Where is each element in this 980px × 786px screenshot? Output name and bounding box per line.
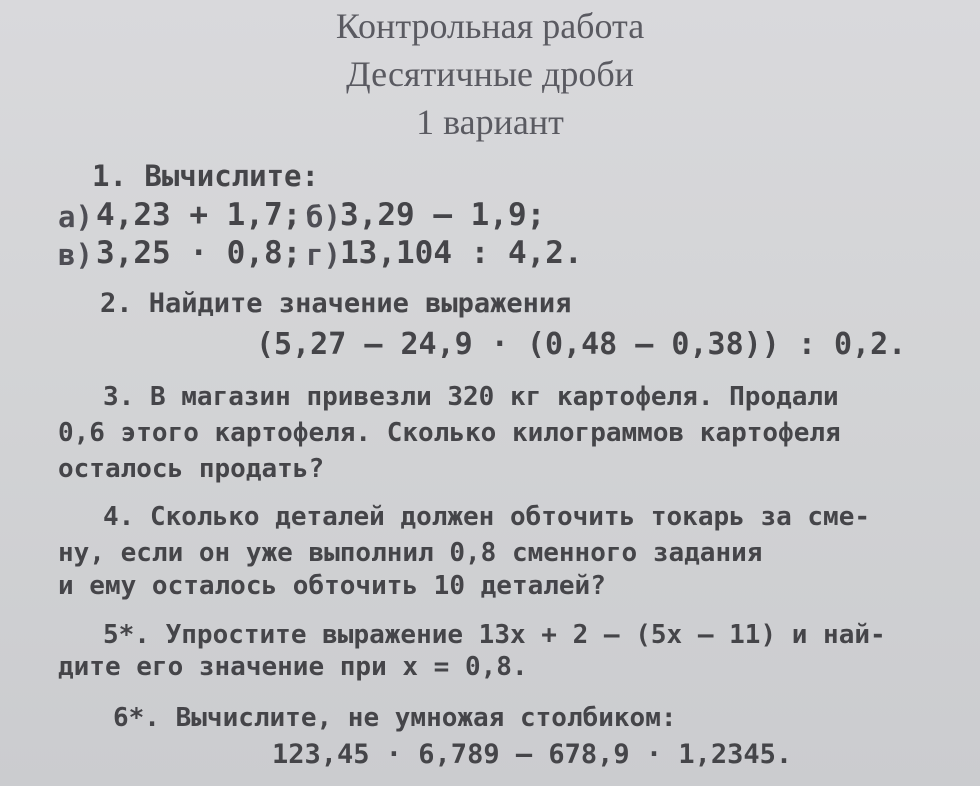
task5-line-2: дите его значение при x = 0,8. [58,652,528,682]
task5-line-1: 5*. Упростите выражение 13x + 2 – (5x – 11) и най- [103,620,886,650]
task3-line-2: 0,6 этого картофеля. Сколько килограммов картофеля [58,418,841,448]
document-subtitle: Десятичные дроби [346,54,634,94]
task1-c-label: в) [58,238,93,272]
task1-b-label: б) [306,200,341,234]
task1-a-label: а) [58,200,93,234]
variant-label: 1 вариант [416,102,564,142]
task3-line-1: 3. В магазин привезли 320 кг картофеля. Продали [103,382,839,412]
task4-line-3: и ему осталось обточить 10 деталей? [58,571,606,601]
task4-line-2: ну, если он уже выполнил 0,8 сменного задания [58,538,763,568]
task1-heading: 1. Вычислите: [92,159,319,193]
task3-line-3: осталось продать? [58,454,325,484]
task6-expression: 123,45 · 6,789 – 678,9 · 1,2345. [272,739,793,770]
task1-c-expression: 3,25 · 0,8; [96,235,302,271]
task2-expression: (5,27 – 24,9 · (0,48 – 0,38)) : 0,2. [256,327,907,362]
task2-heading: 2. Найдите значение выражения [100,288,572,319]
document-title: Контрольная работа [335,6,645,46]
task1-d-label: г) [306,238,341,272]
task4-line-1: 4. Сколько деталей должен обточить токарь за сме- [103,502,871,532]
task1-a-expression: 4,23 + 1,7; [96,197,302,233]
task1-d-expression: 13,104 : 4,2. [340,235,583,271]
task1-b-expression: 3,29 – 1,9; [340,197,546,233]
task6-heading: 6*. Вычислите, не умножая столбиком: [113,703,677,733]
